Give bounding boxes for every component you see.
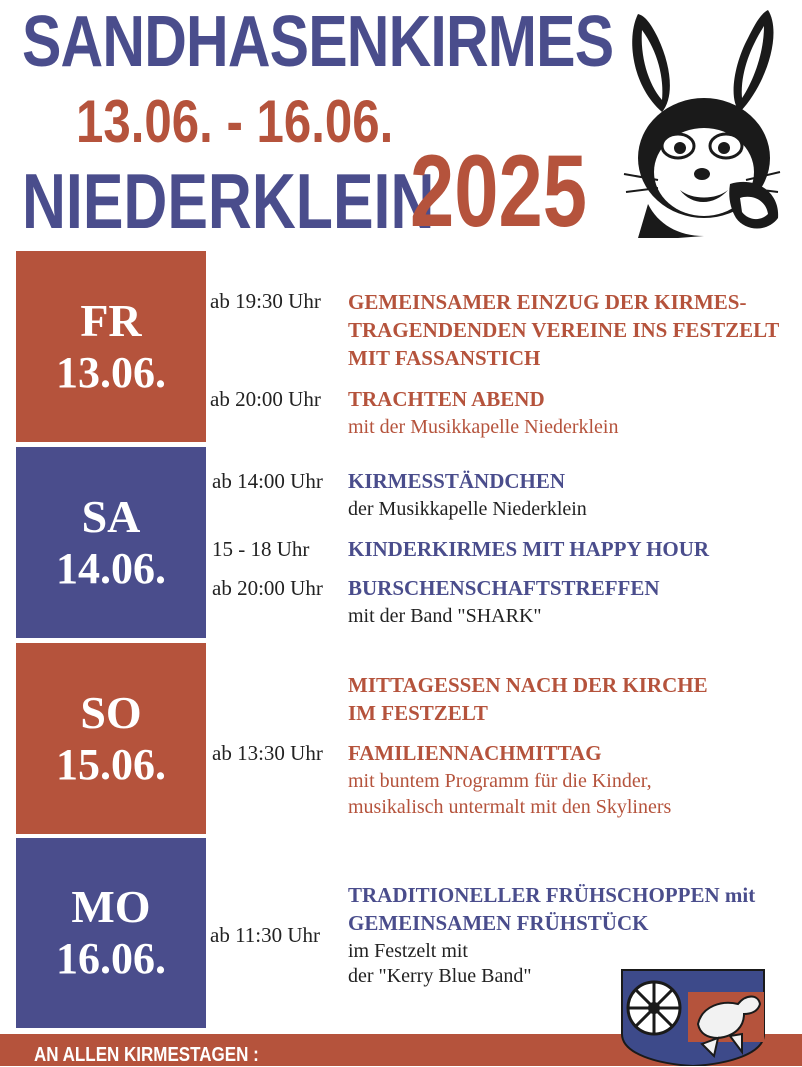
- event-subtitle: musikalisch untermalt mit den Skyliners: [348, 796, 672, 818]
- event-title: TRADITIONELLER FRÜHSCHOPPEN mit: [348, 883, 756, 907]
- event-title: KINDERKIRMES MIT HAPPY HOUR: [348, 537, 710, 561]
- day-block-friday: [16, 251, 206, 442]
- coat-of-arms-icon: [618, 964, 768, 1066]
- event-title: IM FESTZELT: [348, 701, 488, 725]
- event-title: GEMEINSAMEN FRÜHSTÜCK: [348, 911, 649, 935]
- event-subtitle: mit buntem Programm für die Kinder,: [348, 770, 652, 792]
- event-dates: 13.06. - 16.06.: [76, 88, 394, 155]
- event-time: ab 14:00 Uhr: [212, 469, 323, 493]
- event-year: 2025: [410, 134, 587, 248]
- event-title: FAMILIENNACHMITTAG: [348, 741, 602, 765]
- event-subtitle: im Festzelt mit: [348, 940, 468, 962]
- day-block-saturday: [16, 447, 206, 638]
- event-time: ab 19:30 Uhr: [210, 289, 321, 313]
- day-name: MO: [71, 881, 151, 933]
- event-subtitle: der "Kerry Blue Band": [348, 965, 532, 987]
- day-name: SA: [81, 490, 141, 542]
- event-title: MIT FASSANSTICH: [348, 346, 541, 370]
- event-title: TRACHTEN ABEND: [348, 387, 545, 411]
- rabbit-illustration-icon: [618, 8, 786, 238]
- day-block-sunday: [16, 643, 206, 834]
- event-time: ab 20:00 Uhr: [210, 387, 321, 411]
- event-place: NIEDERKLEIN: [22, 157, 435, 245]
- event-time: ab 13:30 Uhr: [212, 741, 323, 765]
- day-date: 13.06.: [56, 347, 166, 397]
- event-title: TRAGENDENDEN VEREINE INS FESTZELT: [348, 318, 780, 342]
- day-name: SO: [80, 686, 142, 738]
- poster-title: SANDHASENKIRMES: [22, 2, 614, 82]
- day-date: 14.06.: [56, 543, 166, 593]
- day-date: 15.06.: [56, 739, 166, 789]
- event-time: 15 - 18 Uhr: [212, 537, 310, 561]
- event-title: BURSCHENSCHAFTSTREFFEN: [348, 576, 660, 600]
- event-time: ab 11:30 Uhr: [210, 923, 321, 947]
- event-title: GEMEINSAMER EINZUG DER KIRMES-: [348, 290, 747, 314]
- day-date: 16.06.: [56, 934, 166, 984]
- day-block-monday: [16, 838, 206, 1028]
- event-subtitle: mit der Musikkapelle Niederklein: [348, 416, 619, 438]
- event-subtitle: der Musikkapelle Niederklein: [348, 498, 587, 520]
- event-title: MITTAGESSEN NACH DER KIRCHE: [348, 673, 708, 697]
- event-time: ab 20:00 Uhr: [212, 576, 323, 600]
- footer-heading: AN ALLEN KIRMESTAGEN :: [34, 1044, 259, 1066]
- event-subtitle: mit der Band "SHARK": [348, 605, 542, 627]
- day-name: FR: [80, 294, 142, 346]
- event-title: KIRMESSTÄNDCHEN: [348, 469, 566, 493]
